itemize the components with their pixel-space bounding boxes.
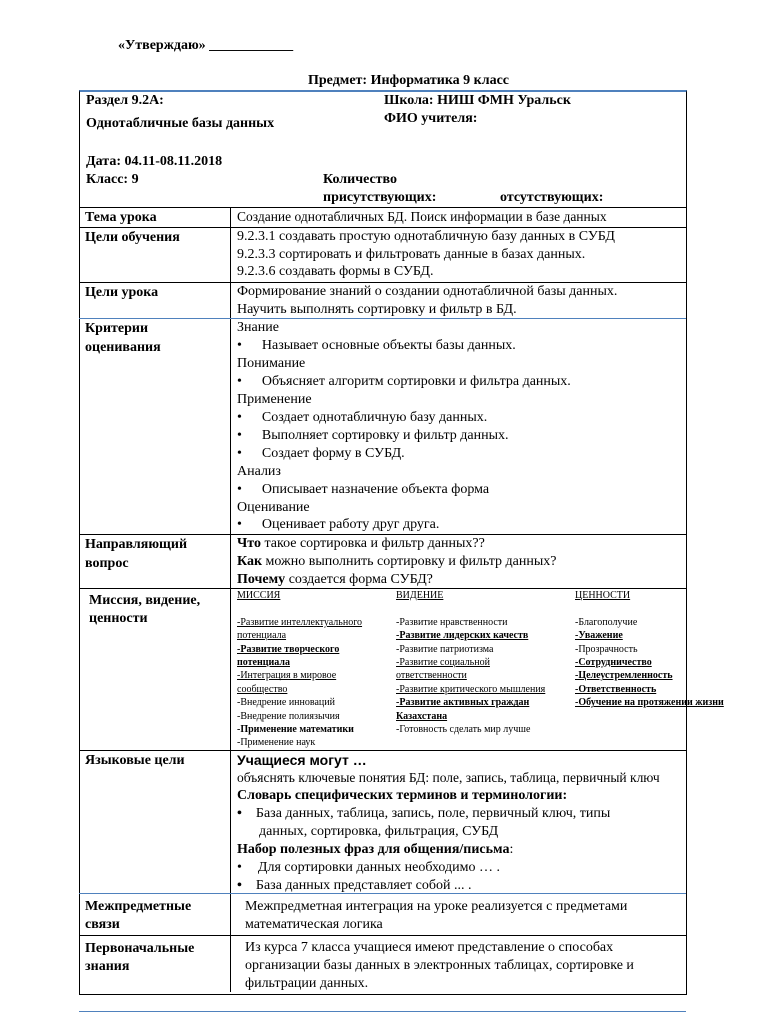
values-column: ЦЕННОСТИ -Благополучие -Уважение -Прозрачность -Сотрудничество -Целеустремленность -Ответственность -Обучение на протяжении жизни: [575, 590, 724, 709]
mission-row: [79, 589, 724, 751]
learning-goal-3: 9.2.3.6 создавать формы в СУБД.: [237, 264, 434, 279]
lesson-goals-label: Цели урока: [85, 285, 159, 300]
attendance-count-label: Количество: [323, 172, 398, 187]
teacher-name: ФИО учителя:: [384, 111, 478, 126]
lesson-goal-2: Научить выполнять сортировку и фильтр в БД.: [237, 302, 517, 317]
prior-knowledge-row: [79, 936, 686, 992]
language-goals-row: [79, 751, 686, 894]
criteria-label-2: оценивания: [85, 340, 161, 355]
vision-heading: ВИДЕНИЕ: [396, 590, 444, 601]
analysis-heading: Анализ: [237, 464, 281, 479]
lesson-goals-row: [79, 283, 686, 319]
values-heading: ЦЕННОСТИ: [575, 590, 631, 601]
evaluation-heading: Оценивание: [237, 500, 310, 515]
interdisc-label-2: связи: [85, 917, 120, 932]
approve-label: «Утверждаю»: [118, 38, 206, 53]
bottom-rule: [79, 1011, 686, 1012]
lesson-goal-1: Формирование знаний о создании однотабличной базы данных.: [237, 284, 618, 299]
phrases-heading: Набор полезных фраз для общения/письма:: [237, 842, 514, 857]
approve-line: [118, 38, 293, 54]
mission-column: МИССИЯ -Развитие интеллектуального потенциала -Развитие творческого потенциала -Интеграция в мировое сообщество -Внедрение инноваций -Внедрение полиязычия -Применение математики -Применение наук: [237, 590, 363, 749]
interdisciplinary-row: [79, 894, 686, 936]
knowledge-heading: Знание: [237, 320, 279, 335]
application-item-2: • Выполняет сортировку и фильтр данных.: [237, 428, 509, 443]
guiding-question-row: [79, 535, 686, 589]
vocabulary-terms-cont: данных, сортировка, фильтрация, СУБД: [259, 824, 499, 839]
understanding-heading: Понимание: [237, 356, 306, 371]
language-key-concepts: объяснять ключевые понятия БД: поле, запись, таблица, первичный ключ: [237, 770, 660, 785]
prior-line-2: организации базы данных в электронных таблицах, сортировке и: [245, 958, 634, 973]
subject-title: Предмет: Информатика 9 класс: [308, 73, 510, 88]
guiding-label-2: вопрос: [85, 556, 129, 571]
section-number: Раздел 9.2А:: [86, 93, 164, 108]
language-goals-label: Языковые цели: [85, 753, 185, 768]
application-heading: Применение: [237, 392, 312, 407]
guiding-question-1: Что такое сортировка и фильтр данных??: [237, 536, 485, 551]
interdisc-line-1: Межпредметная интеграция на уроке реализуется с предметами: [245, 899, 628, 914]
present-label: присутствующих:: [323, 190, 437, 205]
vision-column: ВИДЕНИЕ -Развитие нравственности -Развитие лидерских качеств -Развитие патриотизма -Развитие социальной ответственности -Развитие критического мышления -Развитие активных граждан Казахстана -Готовность сделать мир лучше: [396, 590, 546, 736]
topic-value: Создание однотабличных БД. Поиск информации в базе данных: [237, 209, 607, 224]
criteria-row: [79, 319, 686, 535]
application-item-1: • Создает однотабличную базу данных.: [237, 410, 488, 425]
interdisc-label-1: Межпредметные: [85, 899, 192, 914]
guiding-question-3: Почему создается форма СУБД?: [237, 572, 433, 587]
prior-label-2: знания: [85, 959, 130, 974]
absent-label: отсутствующих:: [500, 190, 604, 205]
guiding-label-1: Направляющий: [85, 537, 188, 552]
analysis-item: • Описывает назначение объекта форма: [237, 482, 490, 497]
language-students-can: Учащиеся могут …: [237, 752, 367, 768]
section-title: Однотабличные базы данных: [86, 116, 275, 131]
vocabulary-heading: Словарь специфических терминов и терминологии:: [237, 788, 568, 803]
learning-goals-label: Цели обучения: [85, 230, 180, 245]
vocabulary-terms: • База данных, таблица, запись, поле, первичный ключ, типы: [237, 806, 611, 821]
prior-line-3: фильтрации данных.: [245, 976, 369, 991]
phrase-2: • База данных представляет собой ... .: [237, 878, 472, 893]
learning-goals-row: [79, 228, 686, 283]
school-name: Школа: НИШ ФМН Уральск: [384, 93, 571, 108]
learning-goal-2: 9.2.3.3 сортировать и фильтровать данные в базах данных.: [237, 247, 586, 262]
prior-label-1: Первоначальные: [85, 941, 195, 956]
application-item-3: • Создает форму в СУБД.: [237, 446, 405, 461]
approve-signature-line: ____________: [209, 38, 294, 53]
mission-label-2: ценности: [89, 611, 148, 626]
lesson-date: Дата: 04.11-08.11.2018: [86, 154, 223, 169]
class-number: Класс: 9: [86, 172, 139, 187]
criteria-label-1: Критерии: [85, 321, 149, 336]
learning-goal-1: 9.2.3.1 создавать простую однотабличную базу данных в СУБД: [237, 229, 615, 244]
interdisc-line-2: математическая логика: [245, 917, 383, 932]
knowledge-item: • Называет основные объекты базы данных.: [237, 338, 516, 353]
mission-heading: МИССИЯ: [237, 590, 281, 601]
topic-row: [79, 208, 686, 228]
evaluation-item: • Оценивает работу друг друга.: [237, 517, 440, 532]
understanding-item: • Объясняет алгоритм сортировки и фильтра данных.: [237, 374, 571, 389]
guiding-question-2: Как можно выполнить сортировку и фильтр данных?: [237, 554, 557, 569]
prior-line-1: Из курса 7 класса учащиеся имеют представление о способах: [245, 940, 614, 955]
mission-label-1: Миссия, видение,: [89, 593, 201, 608]
topic-label: Тема урока: [85, 210, 157, 225]
phrase-1: • Для сортировки данных необходимо … .: [237, 860, 500, 875]
